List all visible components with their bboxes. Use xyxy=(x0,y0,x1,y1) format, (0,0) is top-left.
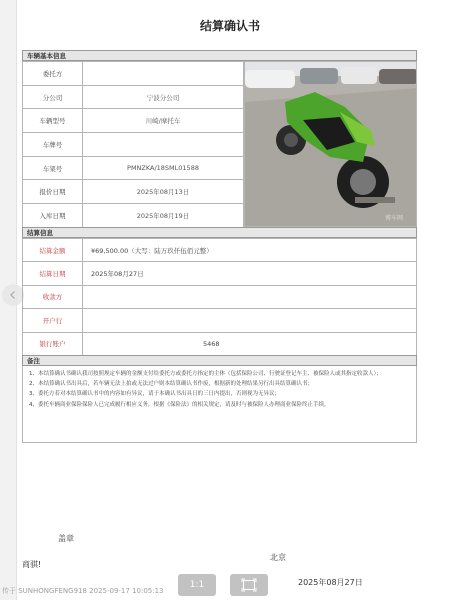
photo-watermark: 博车网 xyxy=(385,215,404,222)
storage-date-label: 入库日期 xyxy=(23,204,83,228)
table-row xyxy=(23,156,244,180)
table-row xyxy=(23,262,417,285)
settlement-amount-label: 结算金额 xyxy=(23,239,83,262)
signature-date: 2025年08月27日 xyxy=(298,578,363,587)
table-row xyxy=(23,180,244,204)
table-row xyxy=(23,109,244,133)
notes-section-heading: 备注 xyxy=(22,355,417,366)
settlement-info-table xyxy=(22,238,417,356)
note-item: 4、委托车辆商业保险保险人已完成履行相应义务，根据《保险法》的相关规定，请及时与被保险人办理商业保险终止手续。 xyxy=(29,401,330,408)
vehicle-photo xyxy=(244,61,417,227)
vehicle-model-value: 川崎/摩托车 xyxy=(83,109,244,133)
upload-watermark: 传于 SUNHONGFENG918 2025-09-17 10:05:13 xyxy=(2,587,164,595)
bank-account-value: 5468 xyxy=(83,332,417,355)
note-item: 1、本结算确认书确认我司按照规定车辆的金额支付给委托方或委托方指定的主体（包括保险公司、行驶证登记车主、被保险人或其指定收款人）； xyxy=(29,371,382,377)
settlement-date-value: 2025年08月27日 xyxy=(83,262,417,285)
table-row xyxy=(23,133,244,157)
branch-label: 分公司 xyxy=(23,85,83,109)
client-label: 委托方 xyxy=(23,62,83,86)
table-row xyxy=(23,204,244,228)
table-row xyxy=(23,62,244,86)
bank-account-label: 银行账户 xyxy=(23,332,83,355)
motorcycle-photo-icon xyxy=(245,62,417,227)
zoom-actual-size-button[interactable]: 1:1 xyxy=(178,574,216,596)
table-row xyxy=(23,85,244,109)
company-label: 商骐! xyxy=(22,560,42,569)
bank-label: 开户行 xyxy=(23,309,83,332)
payee-value xyxy=(83,285,417,308)
settlement-amount-value: ¥69,500.00（大写：陆万玖仟伍佰元整） xyxy=(83,239,417,262)
seal-label: 盖章 xyxy=(58,534,74,543)
vin-label: 车架号 xyxy=(23,156,83,180)
chevron-left-icon xyxy=(8,290,18,300)
note-item: 2、本结算确认书出具后，若车辆无法上拍或无法过户则本结算确认书作废，根据新的处理结果另行出具结算确认书； xyxy=(29,381,314,388)
notes-list xyxy=(22,366,417,443)
vin-value: PMNZKA/18SML01588 xyxy=(83,156,244,180)
table-row xyxy=(23,332,417,355)
client-value xyxy=(83,62,244,86)
settlement-section-heading: 结算信息 xyxy=(22,227,417,238)
vehicle-section-heading: 车辆基本信息 xyxy=(22,50,417,61)
branch-value: 宁波分公司 xyxy=(83,85,244,109)
payee-label: 收款方 xyxy=(23,285,83,308)
table-row xyxy=(23,285,417,308)
vehicle-info-table xyxy=(22,61,244,228)
fit-screen-button[interactable] xyxy=(230,574,268,596)
quote-date-value: 2025年08月13日 xyxy=(83,180,244,204)
quote-date-label: 报价日期 xyxy=(23,180,83,204)
plate-label: 车牌号 xyxy=(23,133,83,157)
vehicle-model-label: 车辆型号 xyxy=(23,109,83,133)
fit-screen-icon xyxy=(241,578,257,592)
plate-value xyxy=(83,133,244,157)
note-item: 3、委托方若对本结算确认书中的内容如有异议，请于本确认书出具日的三日内提出，否则视为无异议； xyxy=(29,391,281,398)
document-title: 结算确认书 xyxy=(199,19,260,33)
previous-page-button[interactable] xyxy=(2,284,24,306)
table-row xyxy=(23,309,417,332)
bank-value xyxy=(83,309,417,332)
settlement-date-label: 结算日期 xyxy=(23,262,83,285)
table-row xyxy=(23,239,417,262)
storage-date-value: 2025年08月19日 xyxy=(83,204,244,228)
city-label: 北京 xyxy=(270,553,286,562)
